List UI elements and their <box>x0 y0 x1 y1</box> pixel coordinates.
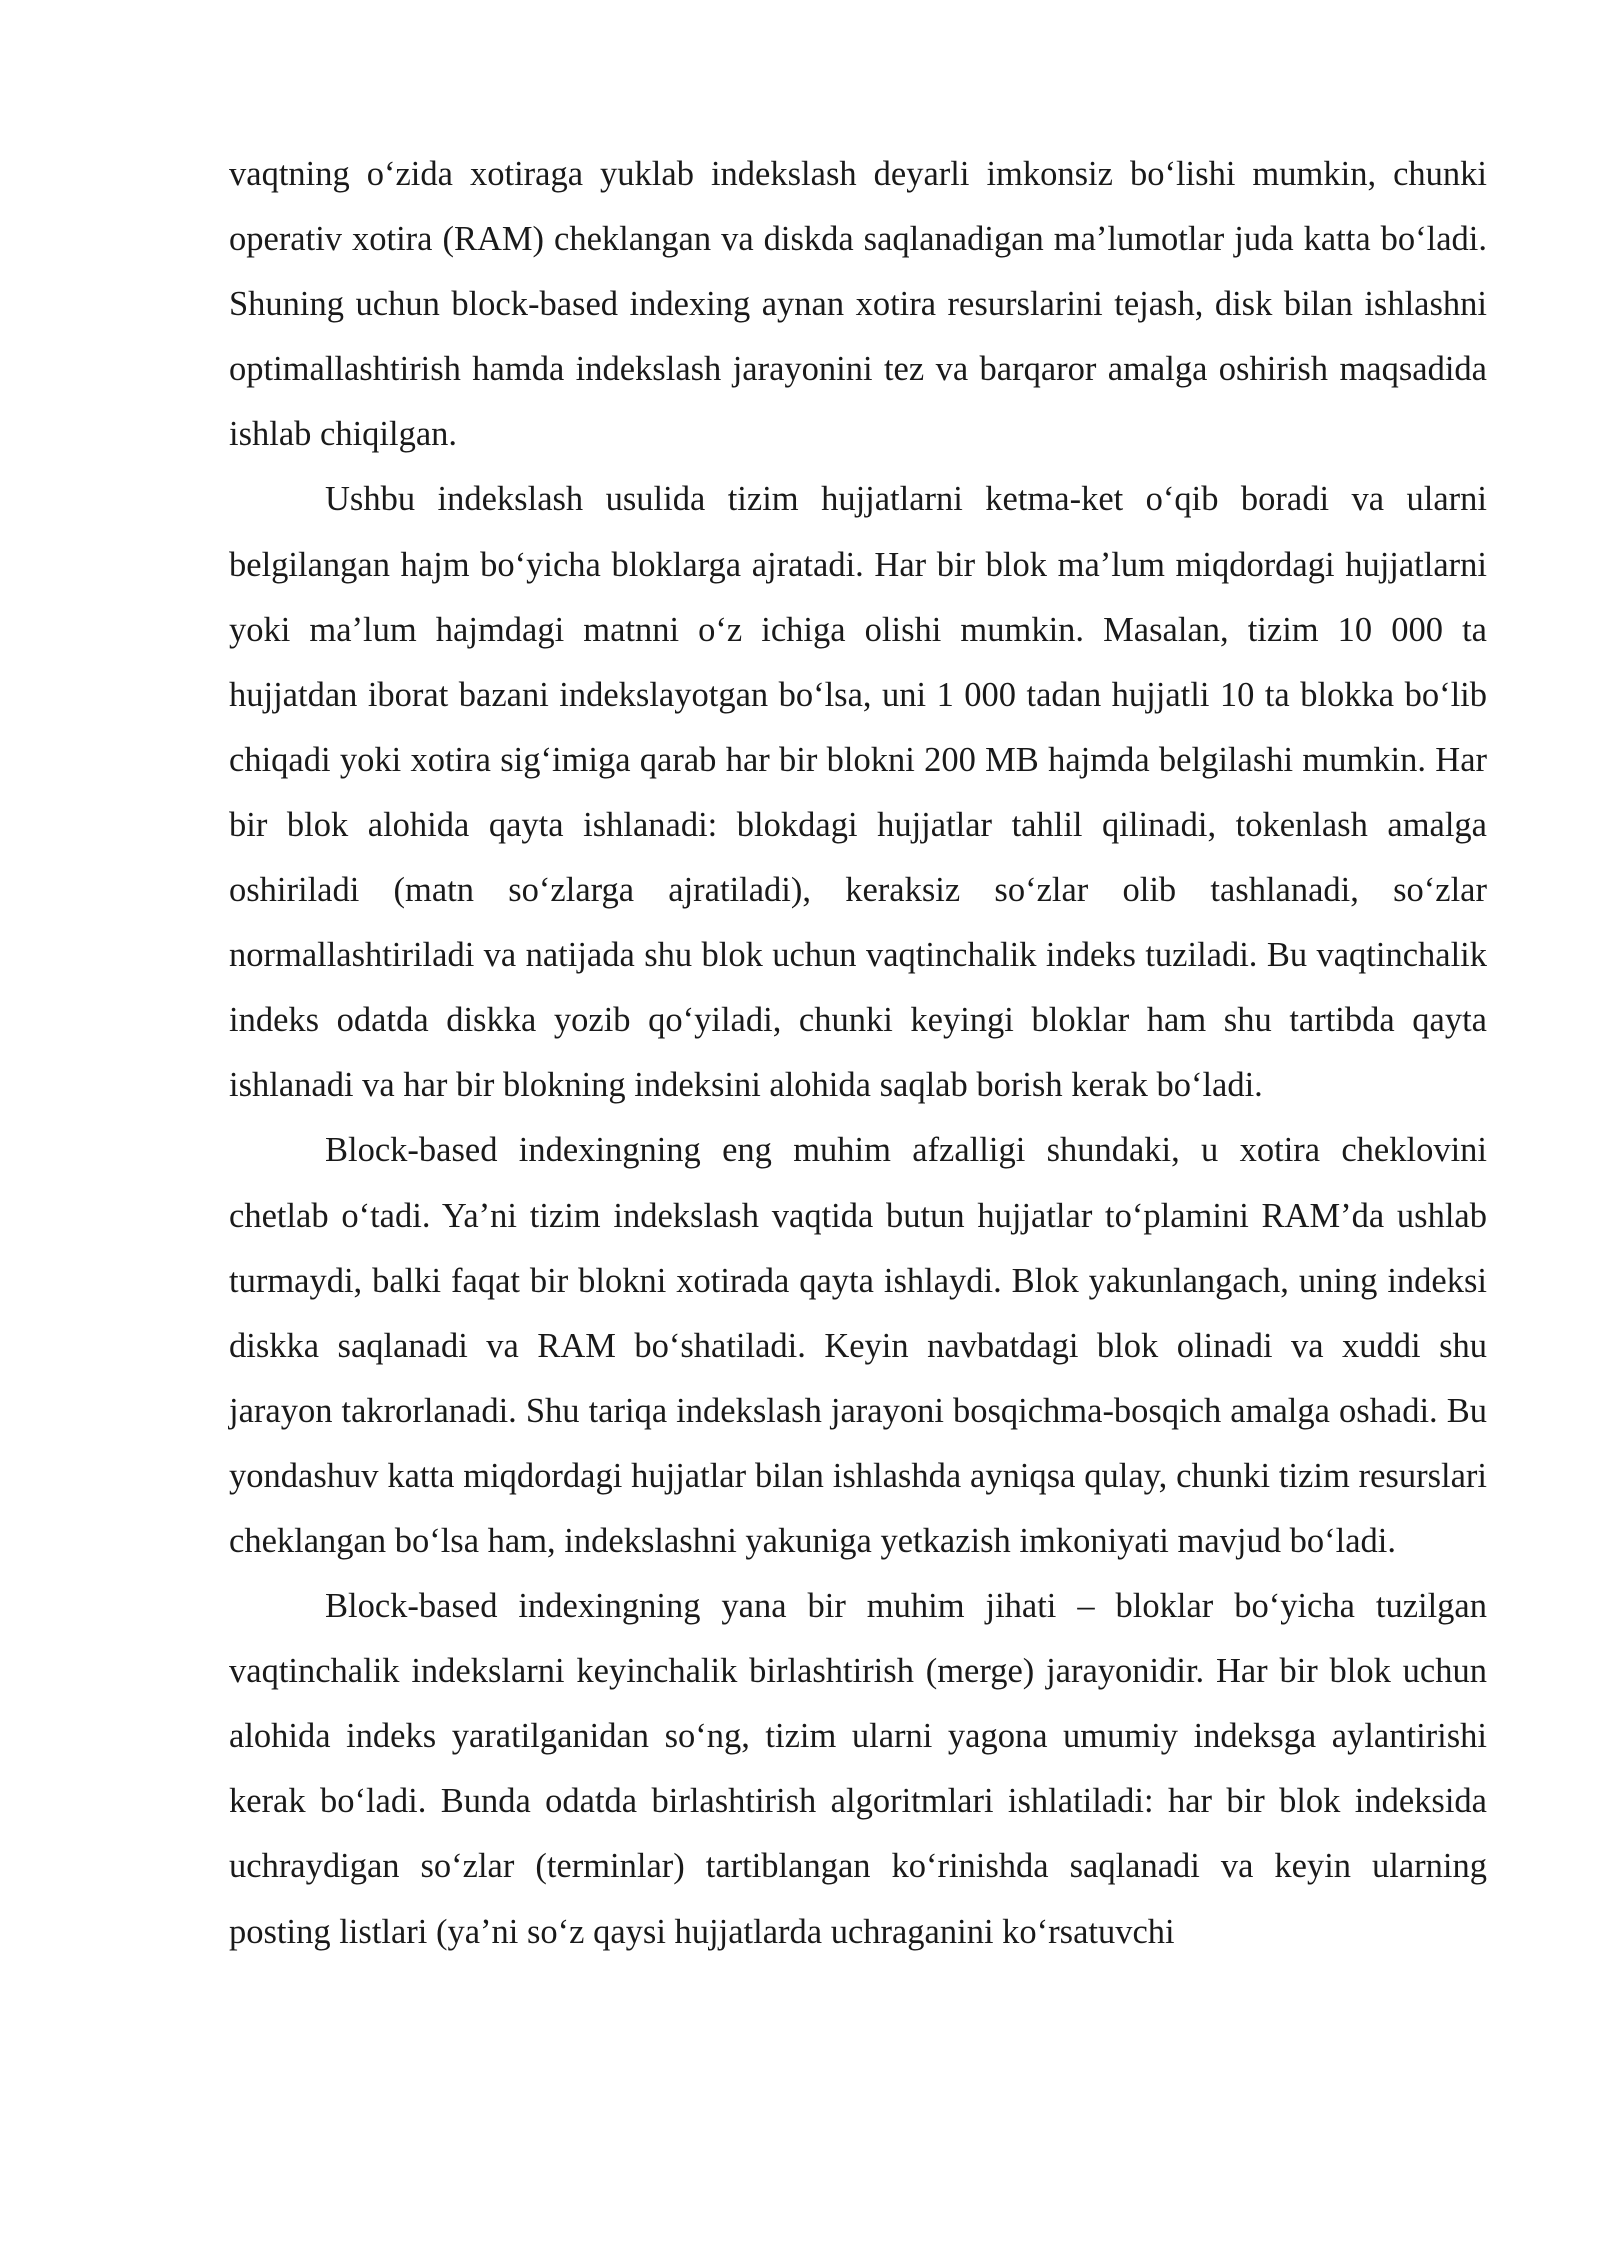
paragraph-merge-process: Block-based indexingning yana bir muhim jihati – bloklar boʻyicha tuzilgan vaqtinchalik indekslarni keyinchalik birlashtirish (merge) jarayonidir. Har bir blok uchun alohida indeks yaratilganidan soʻng, tizim ularni yagona umumiy indeksga aylantirishi kerak boʻladi. Bunda odatda birlashtirish algoritmlari ishlatiladi: har bir blok indeksida uchraydigan soʻzlar (terminlar) tartiblangan koʻrinishda saqlanadi va keyin ularning posting listlari (yaʼni soʻz qaysi hujjatlarda uchraganini koʻrsatuvchi <box>229 1587 1487 1951</box>
document-body <box>229 142 1487 1965</box>
paragraph-memory-advantage: Block-based indexingning eng muhim afzalligi shundaki, u xotira cheklovini chetlab oʻtadi. Yaʼni tizim indekslash vaqtida butun hujjatlar toʻplamini RAM’da ushlab turmaydi, balki faqat bir blokni xotirada qayta ishlaydi. Blok yakunlangach, uning indeksi diskka saqlanadi va RAM boʻshatiladi. Keyin navbatdagi blok olinadi va xuddi shu jarayon takrorlanadi. Shu tariqa indekslash jarayoni bosqichma-bosqich amalga oshadi. Bu yondashuv katta miqdordagi hujjatlar bilan ishlashda ayniqsa qulay, chunki tizim resurslari cheklangan boʻlsa ham, indekslashni yakuniga yetkazish imkoniyati mavjud boʻladi. <box>229 1131 1487 1560</box>
paragraph-continuation: vaqtning oʻzida xotiraga yuklab indekslash deyarli imkonsiz boʻlishi mumkin, chunki operativ xotira (RAM) cheklangan va diskda saqlanadigan maʼlumotlar juda katta boʻladi. Shuning uchun block-based indexing aynan xotira resurslarini tejash, disk bilan ishlashni optimallashtirish hamda indekslash jarayonini tez va barqaror amalga oshirish maqsadida ishlab chiqilgan. <box>229 155 1487 454</box>
paragraph-block-splitting: Ushbu indekslash usulida tizim hujjatlarni ketma-ket oʻqib boradi va ularni belgilangan hajm boʻyicha bloklarga ajratadi. Har bir blok maʼlum miqdordagi hujjatlarni yoki maʼlum hajmdagi matnni oʻz ichiga olishi mumkin. Masalan, tizim 10 000 ta hujjatdan iborat bazani indekslayotgan boʻlsa, uni 1 000 tadan hujjatli 10 ta blokka boʻlib chiqadi yoki xotira sigʻimiga qarab har bir blokni 200 MB hajmda belgilashi mumkin. Har bir blok alohida qayta ishlanadi: blokdagi hujjatlar tahlil qilinadi, tokenlash amalga oshiriladi (matn soʻzlarga ajratiladi), keraksiz soʻzlar olib tashlanadi, soʻzlar normallashtiriladi va natijada shu blok uchun vaqtinchalik indeks tuziladi. Bu vaqtinchalik indeks odatda diskka yozib qoʻyiladi, chunki keyingi bloklar ham shu tartibda qayta ishlanadi va har bir blokning indeksini alohida saqlab borish kerak boʻladi. <box>229 480 1487 1105</box>
